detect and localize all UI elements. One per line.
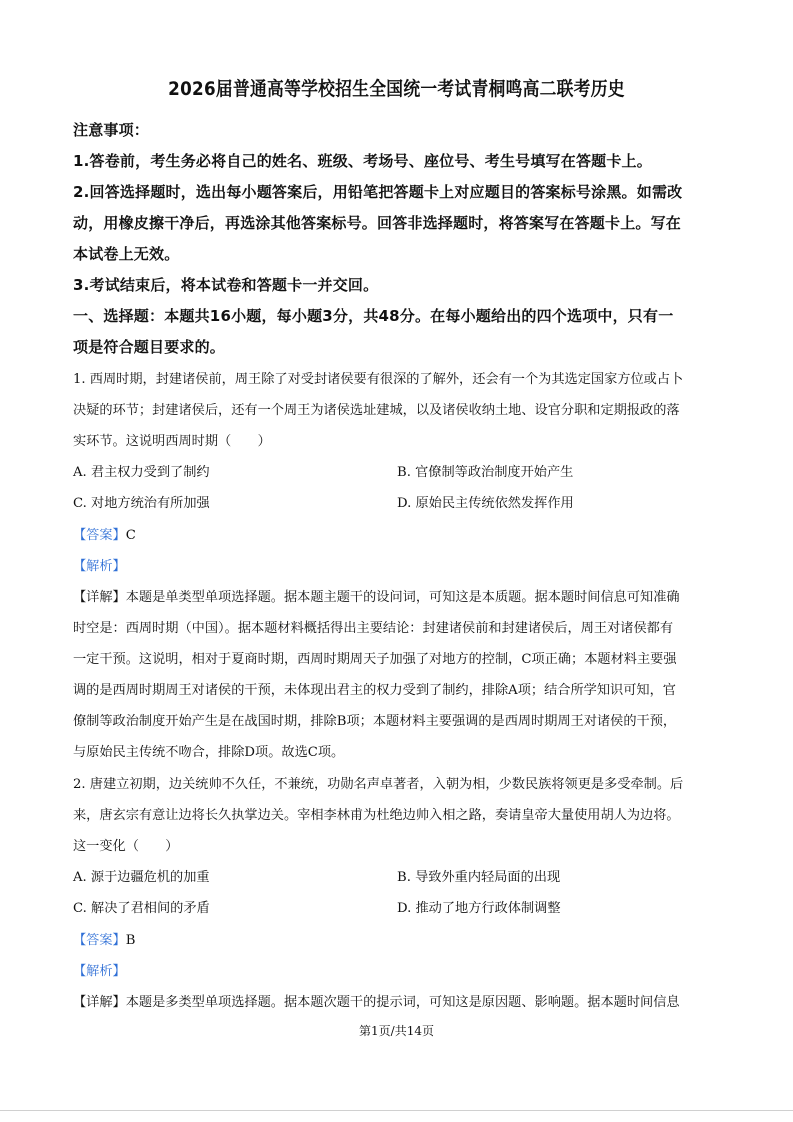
option-c: C. 解决了君相间的矛盾 <box>73 901 210 916</box>
detail-line <box>73 987 721 1018</box>
notice-heading: 注意事项： <box>73 121 150 139</box>
bottom-divider <box>0 1110 793 1111</box>
option-a: A. 源于边疆危机的加重 <box>73 870 210 885</box>
notice-item: 本试卷上无效。 <box>73 245 180 263</box>
option-row <box>73 457 721 488</box>
page-title: 2026届普通高等学校招生全国统一考试青桐鸣高二联考历史 <box>168 78 625 100</box>
detail-text: 僚制等政治制度开始产生是在战国时期，排除B项；本题材料主要强调的是西周时期周王对诸侯的干预， <box>73 714 677 729</box>
answer-tag: 【答案】 <box>73 933 126 948</box>
option-d: D. 原始民主传统依然发挥作用 <box>397 496 574 511</box>
answer-line <box>73 520 721 551</box>
section-heading-cont: 项是符合题目要求的。 <box>73 338 226 356</box>
detail-text: 本题是单类型单项选择题。据本题主题干的设问词，可知这是本质题。据本题时间信息可知准确 <box>125 590 680 605</box>
detail-line <box>73 582 721 613</box>
detail-text: 时空是：西周时期（中国）。据本题材料概括得出主要结论：封建诸侯前和封建诸侯后，周王对诸侯都有 <box>73 621 674 636</box>
question-stem: 实环节。这说明西周时期（ ） <box>73 434 271 449</box>
question-stem: 决疑的环节；封建诸侯后，还有一个周王为诸侯选址建城，以及诸侯收纳土地、设官分职和定期报政的落 <box>73 403 680 418</box>
option-row <box>73 862 721 893</box>
answer-line <box>73 925 721 956</box>
notice-item: 动，用橡皮擦干净后，再选涂其他答案标号。回答非选择题时，将答案写在答题卡上。写在 <box>73 214 682 232</box>
detail-text: 一定干预。这说明，相对于夏商时期，西周时期周天子加强了对地方的控制，C项正确；本题材料主要强 <box>73 652 677 667</box>
analysis-line <box>73 956 721 987</box>
analysis-line <box>73 551 721 582</box>
detail-text: 调的是西周时期周王对诸侯的干预，未体现出君主的权力受到了制约，排除A项；结合所学知识可知，官 <box>73 683 676 698</box>
option-c: C. 对地方统治有所加强 <box>73 496 210 511</box>
notice-item: 3.考试结束后，将本试卷和答题卡一并交回。 <box>73 276 379 294</box>
question-stem: 来，唐玄宗有意让边将长久执掌边关。宰相李林甫为杜绝边帅入相之路，奏请皇帝大量使用胡人为边将。 <box>73 808 680 823</box>
option-a: A. 君主权力受到了制约 <box>73 465 210 480</box>
page-footer: 第1页/共14页 <box>359 1024 434 1038</box>
option-row <box>73 488 721 519</box>
question-stem: 2. 唐建立初期，边关统帅不久任，不兼统，功勋名声卓著者，入朝为相，少数民族将领更是多受牵制。后 <box>73 777 684 792</box>
option-row <box>73 893 721 924</box>
answer-value: B <box>125 933 136 948</box>
notice-item: 2.回答选择题时，选出每小题答案后，用铅笔把答题卡上对应题目的答案标号涂黑。如需改 <box>73 183 683 201</box>
detail-tag: 【详解】 <box>73 995 126 1010</box>
section-heading: 一、选择题：本题共16小题，每小题3分，共48分。在每小题给出的四个选项中，只有一 <box>73 307 674 325</box>
answer-value: C <box>125 528 136 543</box>
option-b: B. 导致外重内轻局面的出现 <box>397 870 561 885</box>
question-stem: 这一变化（ ） <box>73 839 179 854</box>
analysis-tag: 【解析】 <box>73 559 126 574</box>
detail-tag: 【详解】 <box>73 590 126 605</box>
option-b: B. 官僚制等政治制度开始产生 <box>397 465 574 480</box>
answer-tag: 【答案】 <box>73 528 126 543</box>
detail-text: 与原始民主传统不吻合，排除D项。故选C项。 <box>73 745 345 760</box>
detail-text: 本题是多类型单项选择题。据本题次题干的提示词，可知这是原因题、影响题。据本题时间信息 <box>125 995 680 1010</box>
analysis-tag: 【解析】 <box>73 964 126 979</box>
option-d: D. 推动了地方行政体制调整 <box>397 901 561 916</box>
question-stem: 1. 西周时期，封建诸侯前，周王除了对受封诸侯要有很深的了解外，还会有一个为其选定国家方位或占卜 <box>73 372 684 387</box>
notice-item: 1.答卷前，考生务必将自己的姓名、班级、考场号、座位号、考生号填写在答题卡上。 <box>73 152 652 170</box>
